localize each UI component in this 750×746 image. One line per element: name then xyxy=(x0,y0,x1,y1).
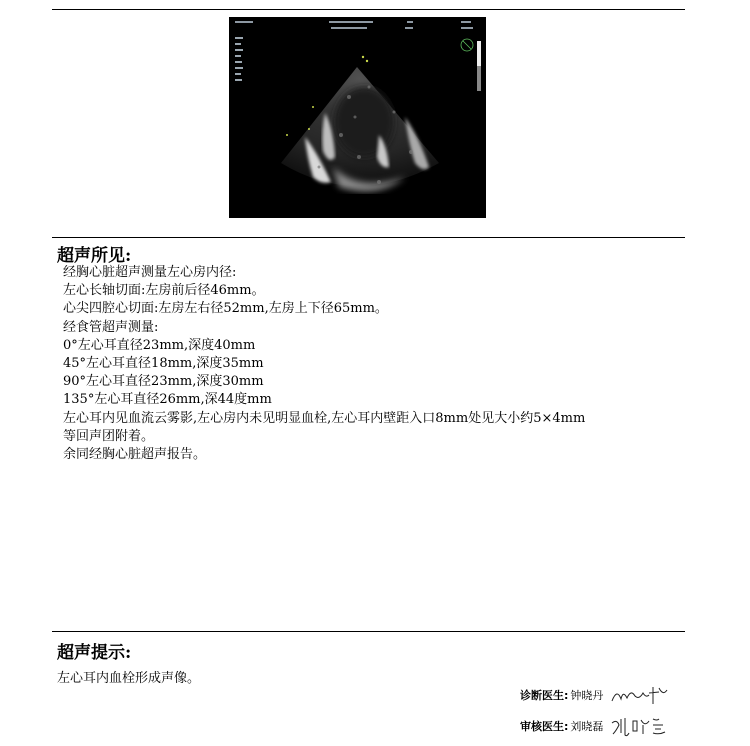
findings-line: 左心耳内见血流云雾影,左心房内未见明显血栓,左心耳内壁距入口8mm处见大小约5×4mm xyxy=(63,410,586,426)
top-divider xyxy=(52,9,685,10)
findings-line: 45°左心耳直径18mm,深度35mm xyxy=(63,356,264,372)
ultrasound-scan-graphic xyxy=(229,17,486,218)
diagnosing-doctor-label: 诊断医生: xyxy=(520,689,569,702)
findings-line: 0°左心耳直径23mm,深度40mm xyxy=(63,337,256,353)
conclusion-title: 超声提示: xyxy=(57,643,132,663)
diagnosing-signature xyxy=(609,684,671,706)
reviewing-signature xyxy=(609,715,673,737)
findings-body xyxy=(63,264,703,464)
findings-title: 超声所见: xyxy=(57,246,132,266)
findings-line: 90°左心耳直径23mm,深度30mm xyxy=(63,374,264,390)
diagnosing-doctor-name: 钟晓丹 xyxy=(570,689,604,702)
reviewing-doctor-label: 审核医生: xyxy=(520,720,569,733)
findings-line: 等回声团附着。 xyxy=(63,428,155,444)
findings-line: 心尖四腔心切面:左房左右径52mm,左房上下径65mm。 xyxy=(63,301,388,317)
section-divider-conclusion xyxy=(52,631,685,632)
findings-line: 经胸心脏超声测量左心房内径: xyxy=(63,265,237,280)
section-divider-findings xyxy=(52,237,685,238)
findings-line: 左心长轴切面:左房前后径46mm。 xyxy=(63,283,265,299)
findings-line: 余同经胸心脏超声报告。 xyxy=(63,447,207,463)
reviewing-doctor-row xyxy=(520,715,673,737)
diagnosing-doctor-row xyxy=(520,684,671,706)
ultrasound-image xyxy=(229,17,486,218)
findings-line: 135°左心耳直径26mm,深44度mm xyxy=(63,392,272,408)
reviewing-doctor-name: 刘晓磊 xyxy=(570,720,604,733)
conclusion-text: 左心耳内血栓形成声像。 xyxy=(57,671,201,686)
findings-line: 经食管超声测量: xyxy=(63,319,159,335)
